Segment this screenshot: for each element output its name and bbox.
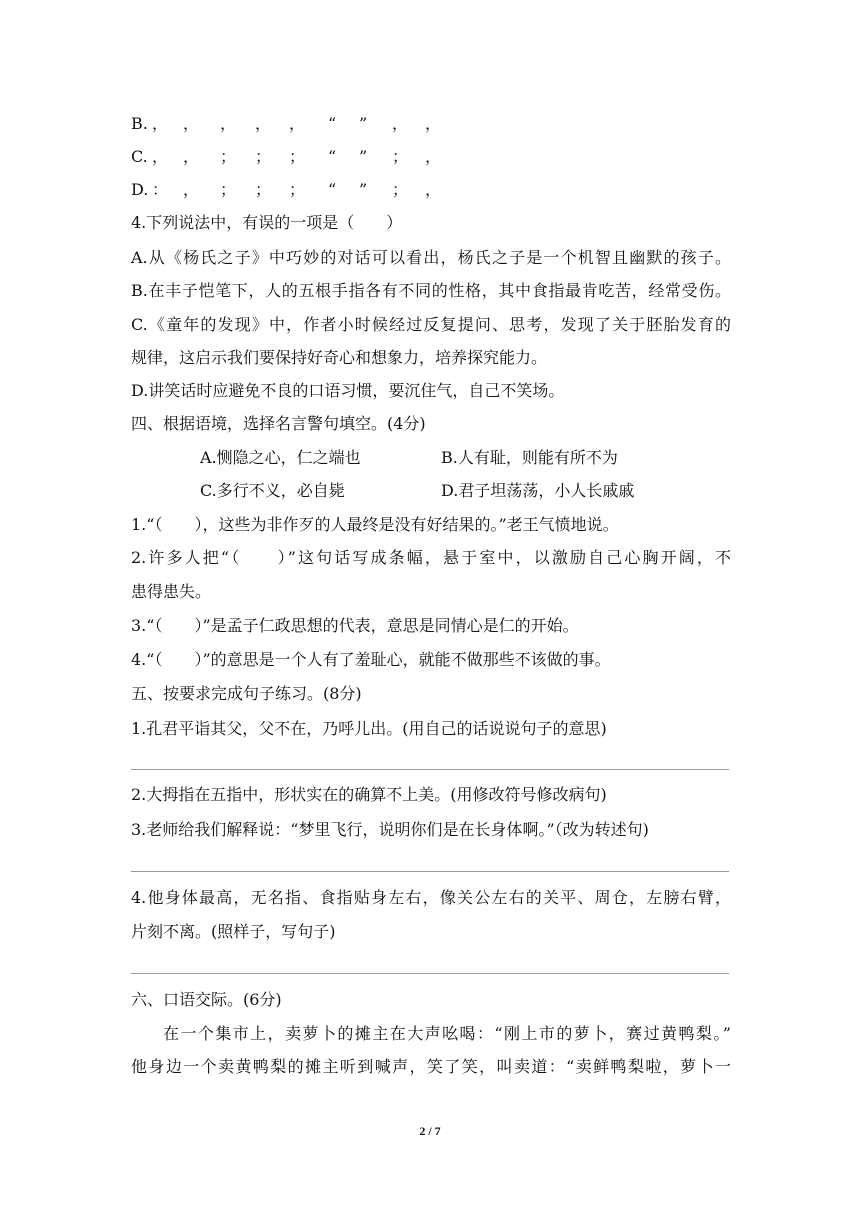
mark: ；	[220, 180, 237, 199]
section-4-heading: 四、根据语境，选择名言警句填空。(4分)	[131, 414, 426, 433]
section-5-heading: 五、按要求完成句子练习。(8分)	[131, 684, 362, 703]
mark: ”	[359, 147, 368, 166]
mark: ，	[392, 114, 409, 133]
s5-question-2: 2.大拇指在五指中，形状实在的确算不上美。(用修改符号修改病句)	[131, 785, 607, 804]
mark: ；	[220, 147, 237, 166]
quote-option-b: B.人有耻，则能有所不为	[441, 448, 618, 467]
mark: ，	[425, 114, 442, 133]
mark: ；	[392, 147, 409, 166]
mark: “	[328, 180, 337, 199]
mark: ；	[255, 180, 272, 199]
mark: ，	[220, 114, 237, 133]
mark: ”	[359, 180, 368, 199]
mark: ，	[425, 180, 442, 199]
page-number: 2 / 7	[419, 1124, 441, 1138]
mark: ，	[152, 147, 169, 166]
s6-paragraph-line1: 在一个集市上，卖萝卜的摊主在大声吆喝：“刚上市的萝卜，赛过黄鸭梨。”	[163, 1024, 731, 1043]
mark: ；	[392, 180, 409, 199]
answer-line[interactable]	[131, 871, 729, 872]
s5-question-4-line1: 4.他身体最高，无名指、食指贴身左右，像关公左右的关平、周仓，左膀右臂，	[131, 888, 731, 907]
mark: ”	[359, 114, 368, 133]
mark: ：	[152, 180, 169, 199]
s5-question-4-line2: 片刻不离。(照样子，写句子)	[131, 922, 336, 941]
s4-question-2-line2: 患得患失。	[131, 582, 212, 601]
section-6-heading: 六、口语交际。(6分)	[131, 990, 282, 1009]
q4-option-a: A.从《杨氏之子》中巧妙的对话可以看出，杨氏之子是一个机智且幽默的孩子。	[131, 248, 731, 267]
q4-option-d: D.讲笑话时应避免不良的口语习惯，要沉住气，自己不笑场。	[131, 381, 565, 400]
option-label: C.	[131, 147, 148, 166]
q4-question: 4.下列说法中，有误的一项是（ ）	[131, 213, 403, 232]
s6-paragraph-line2: 他身边一个卖黄鸭梨的摊主听到喊声，笑了笑，叫卖道：“卖鲜鸭梨啦，萝卜一	[131, 1057, 731, 1076]
quote-option-d: D.君子坦荡荡，小人长戚戚	[441, 481, 635, 500]
s5-question-3: 3.老师给我们解释说：“梦里飞行，说明你们是在长身体啊。”（改为转述句)	[131, 820, 649, 839]
s4-question-3: 3.“（ ）”是孟子仁政思想的代表，意思是同情心是仁的开始。	[131, 616, 579, 635]
s4-question-2-line1: 2.许多人把“（ ）”这句话写成条幅，悬于室中，以激励自己心胸开阔，不	[131, 548, 731, 567]
q4-option-c-line2: 规律，这启示我们要保持好奇心和想象力，培养探究能力。	[131, 348, 548, 367]
mark: “	[328, 147, 337, 166]
quote-option-a: A.恻隐之心，仁之端也	[200, 448, 361, 467]
s4-question-1: 1.“（ ），这些为非作歹的人最终是没有好结果的。”老王气愤地说。	[131, 515, 619, 534]
mark: ，	[255, 114, 272, 133]
q4-option-b: B.在丰子恺笔下，人的五根手指各有不同的性格，其中食指最肯吃苦，经常受伤。	[131, 281, 731, 300]
answer-line[interactable]	[131, 973, 729, 974]
option-label: D.	[131, 180, 149, 199]
mark: ，	[183, 180, 200, 199]
mark: ；	[289, 180, 306, 199]
mark: ，	[425, 147, 442, 166]
mark: ，	[289, 114, 306, 133]
mark: ，	[152, 114, 169, 133]
s5-question-1: 1.孔君平诣其父，父不在，乃呼儿出。(用自己的话说说句子的意思)	[131, 719, 607, 738]
mark: ；	[289, 147, 306, 166]
option-label: B.	[131, 114, 148, 133]
answer-line[interactable]	[131, 769, 729, 770]
quote-option-c: C.多行不义，必自毙	[200, 481, 345, 500]
mark: ，	[183, 114, 200, 133]
mark: ，	[183, 147, 200, 166]
mark: ；	[255, 147, 272, 166]
s4-question-4: 4.“（ ）”的意思是一个人有了羞耻心，就能不做那些不该做的事。	[131, 650, 611, 669]
mark: “	[328, 114, 337, 133]
q4-option-c-line1: C.《童年的发现》中，作者小时候经过反复提问、思考，发现了关于胚胎发育的	[131, 315, 731, 334]
